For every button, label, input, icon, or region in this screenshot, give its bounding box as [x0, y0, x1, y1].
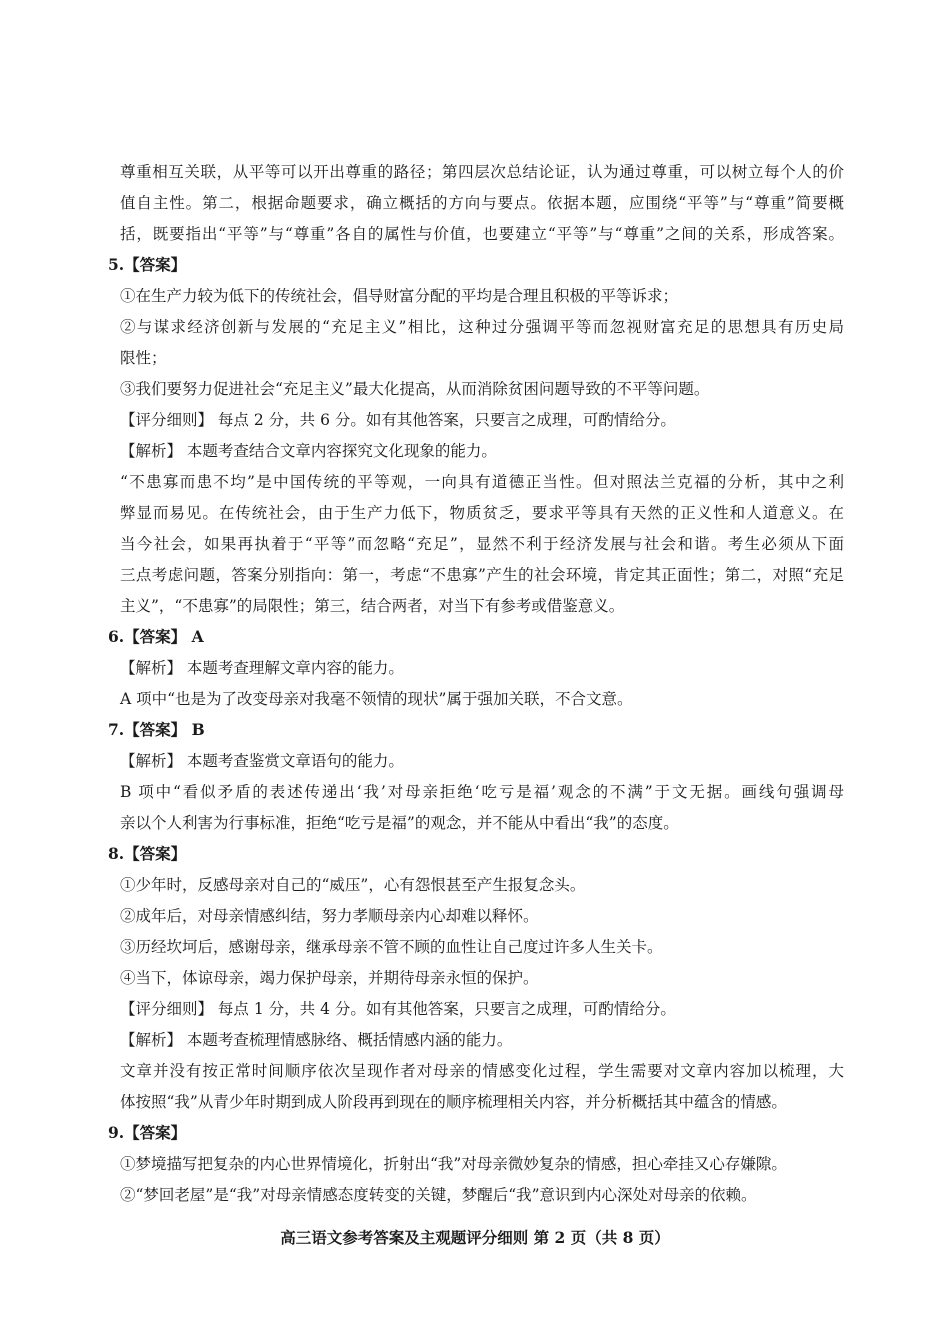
q7-analysis: 【解析】 本题考查鉴赏文章语句的能力。 [120, 752, 404, 770]
q7-answer-heading: 7.【答案】 B [108, 720, 205, 739]
intro-line-3: 括，既要指出“平等”与“尊重”各自的属性与价值，也要建立“平等”与“尊重”之间的关系，形成答案。 [120, 225, 844, 243]
q5-answer-heading: 5.【答案】 [108, 255, 187, 274]
q8-answer-point-2: ②成年后，对母亲情感纠结，努力孝顺母亲内心却难以释怀。 [120, 907, 539, 925]
q8-analysis: 【解析】 本题考查梳理情感脉络、概括情感内涵的能力。 [120, 1031, 513, 1049]
q9-answer-point-2: ②“梦回老屋”是“我”对母亲情感态度转变的关键，梦醒后“我”意识到内心深处对母亲的依赖。 [120, 1186, 757, 1204]
intro-line-1: 尊重相互关联，从平等可以开出尊重的路径；第四层次总结论证，认为通过尊重，可以树立每个人的价 [120, 163, 844, 181]
q8-answer-point-1: ①少年时，反感母亲对自己的“威压”，心有怨恨甚至产生报复念头。 [120, 876, 586, 894]
q5-scoring-rules: 【评分细则】 每点 2 分，共 6 分。如有其他答案，只要言之成理，可酌情给分。 [120, 411, 676, 429]
q6-explanation: A 项中“也是为了改变母亲对我毫不领情的现状”属于强加关联，不合文意。 [120, 690, 633, 708]
q5-answer-point-2-cont: 限性； [120, 349, 167, 367]
q5-explanation-2: 弊显而易见。在传统社会，由于生产力低下，物质贫乏，要求平等具有天然的正义性和人道意义。在 [120, 504, 844, 522]
q5-explanation-4: 三点考虑问题，答案分别指向：第一，考虑“不患寡”产生的社会环境，肯定其正面性；第二，对照“充足 [120, 566, 844, 584]
q8-answer-point-3: ③历经坎坷后，感谢母亲，继承母亲不管不顾的血性让自己度过许多人生关卡。 [120, 938, 663, 956]
q5-explanation-5: 主义”，“不患寡”的局限性；第三，结合两者，对当下有参考或借鉴意义。 [120, 597, 625, 615]
q6-analysis: 【解析】 本题考查理解文章内容的能力。 [120, 659, 404, 677]
q5-explanation-3: 当今社会，如果再执着于“平等”而忽略“充足”，显然不利于经济发展与社会和谐。考生必须从下面 [120, 535, 844, 553]
q5-analysis: 【解析】 本题考查结合文章内容探究文化现象的能力。 [120, 442, 497, 460]
q7-explanation-2: 亲以个人利害为行事标准，拒绝“吃亏是福”的观念，并不能从中看出“我”的态度。 [120, 814, 679, 832]
q8-answer-heading: 8.【答案】 [108, 844, 187, 863]
q5-explanation-1: “不患寡而患不均”是中国传统的平等观，一向具有道德正当性。但对照法兰克福的分析，其中之利 [120, 473, 844, 491]
q9-answer-point-1: ①梦境描写把复杂的内心世界情境化，折射出“我”对母亲微妙复杂的情感，担心牵挂又心存嫌隙。 [120, 1155, 787, 1173]
q8-scoring-rules: 【评分细则】 每点 1 分，共 4 分。如有其他答案，只要言之成理，可酌情给分。 [120, 1000, 676, 1018]
q6-answer-heading: 6.【答案】 A [108, 627, 204, 646]
q7-explanation-1: B 项中“看似矛盾的表述传递出‘我’对母亲拒绝‘吃亏是福’观念的不满”于文无据。画线句强调母 [120, 783, 844, 801]
q8-answer-point-4: ④当下，体谅母亲，竭力保护母亲，并期待母亲永恒的保护。 [120, 969, 539, 987]
q5-answer-point-3: ③我们要努力促进社会“充足主义”最大化提高，从而消除贫困问题导致的不平等问题。 [120, 380, 710, 398]
intro-line-2: 值自主性。第二，根据命题要求，确立概括的方向与要点。依据本题，应围绕“平等”与“尊重”简要概 [120, 194, 844, 212]
q9-answer-heading: 9.【答案】 [108, 1123, 187, 1142]
q8-explanation-2: 体按照“我”从青少年时期到成人阶段再到现在的顺序梳理相关内容，并分析概括其中蕴含的情感。 [120, 1093, 787, 1111]
page-footer: 高三语文参考答案及主观题评分细则 第 2 页（共 8 页） [280, 1228, 670, 1247]
q5-answer-point-2: ②与谋求经济创新与发展的“充足主义”相比，这种过分强调平等而忽视财富充足的思想具有历史局 [120, 318, 844, 336]
q5-answer-point-1: ①在生产力较为低下的传统社会，倡导财富分配的平均是合理且积极的平等诉求； [120, 287, 679, 305]
q8-explanation-1: 文章并没有按正常时间顺序依次呈现作者对母亲的情感变化过程，学生需要对文章内容加以梳理，大 [120, 1062, 844, 1080]
